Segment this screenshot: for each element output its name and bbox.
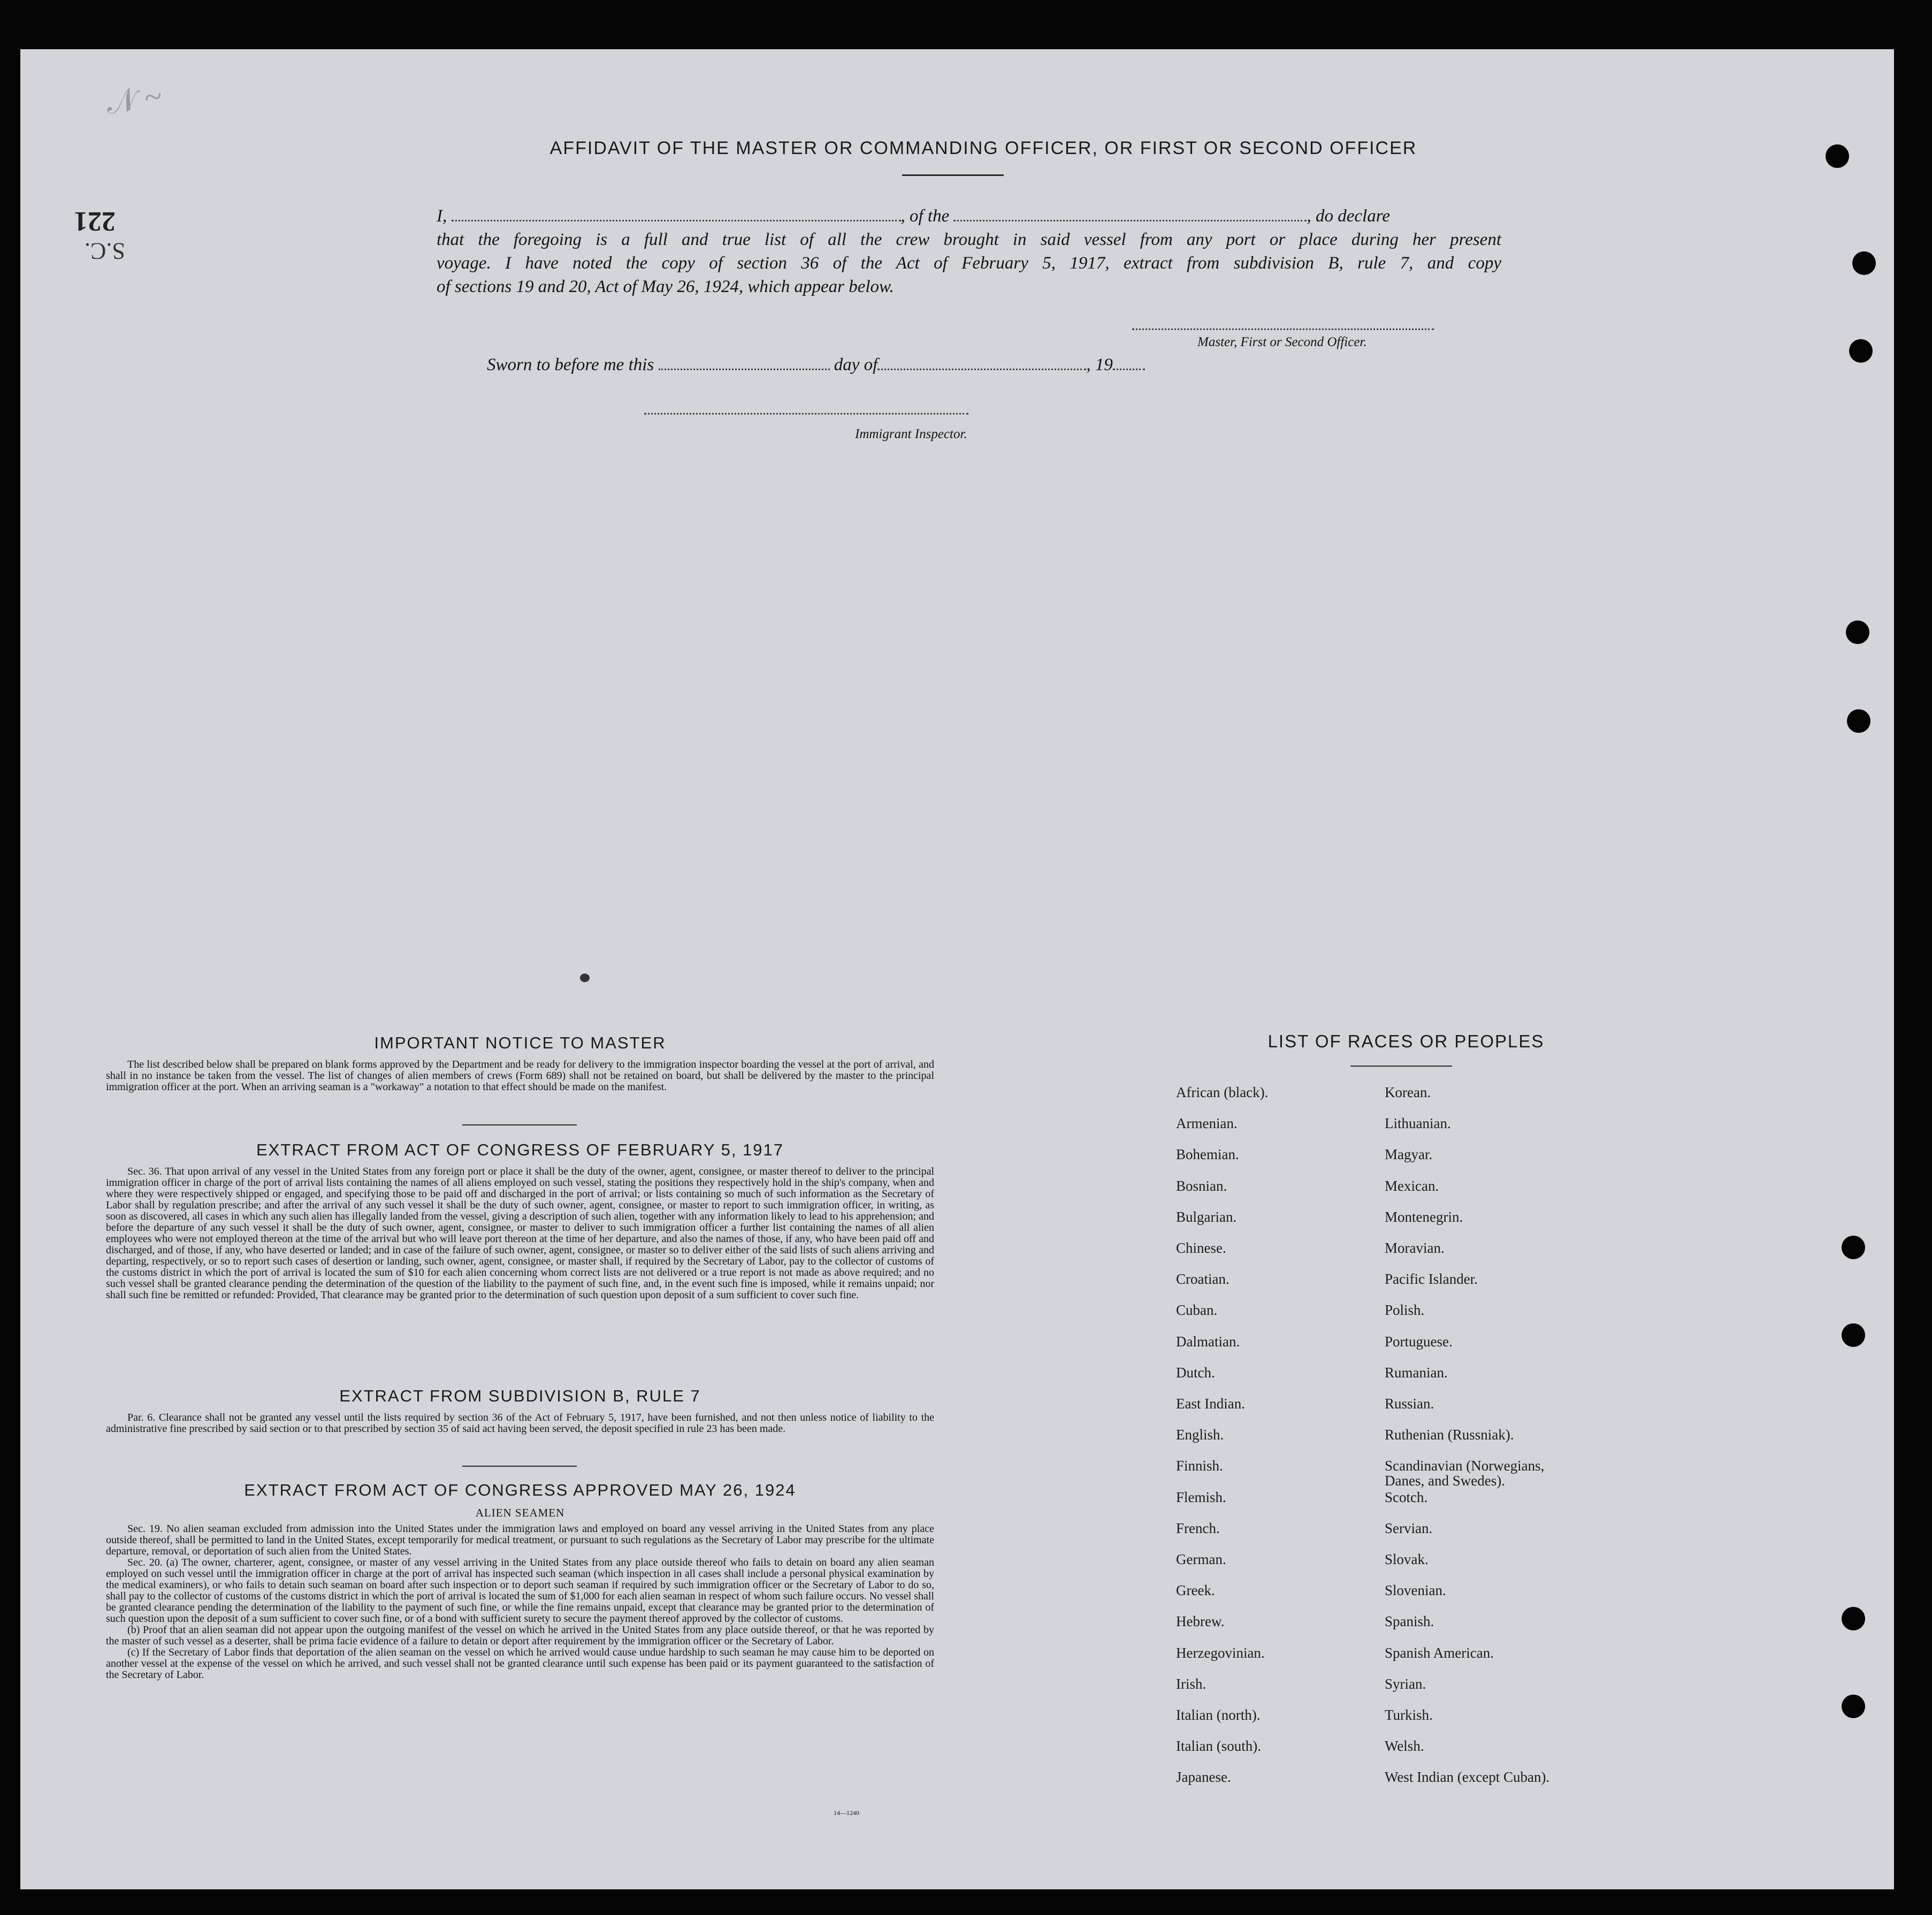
binder-hole [1847, 709, 1870, 733]
race-item: Italian (north). [1176, 1707, 1261, 1723]
sec-19-paragraph: Sec. 19. No alien seaman excluded from admission into the United States under the immigration laws and employed on board any vessel arriving in the United States from any place outside thereof, shall be permitted to land in the United States, except temporarily for medical treatment, or pursuant to such regulations as the Secretary of Labor may prescribe for the ultimate departure, removal, or deportation of such alien from the United States. [106, 1523, 934, 1557]
race-item: Spanish. [1385, 1613, 1434, 1630]
extract-1917-text [106, 1166, 934, 1301]
races-title: LIST OF RACES OR PEOPLES [1267, 1031, 1545, 1051]
extract-1917-title: EXTRACT FROM ACT OF CONGRESS OF FEBRUARY 5, 1917 [256, 1140, 784, 1159]
race-item: African (black). [1176, 1084, 1269, 1100]
binder-hole [1842, 1323, 1865, 1347]
race-item: Syrian. [1385, 1675, 1426, 1692]
race-item: Italian (south). [1176, 1738, 1261, 1755]
race-item: Irish. [1176, 1675, 1206, 1692]
race-item: Flemish. [1176, 1489, 1226, 1505]
affidavit-i-text: I, [437, 206, 447, 226]
section-divider [462, 1124, 577, 1125]
sworn-line [487, 355, 1145, 375]
extract-1924-subtitle: ALIEN SEAMEN [475, 1506, 565, 1519]
name-blank-line[interactable] [452, 208, 901, 221]
race-item: Ruthenian (Russniak). [1385, 1427, 1514, 1443]
race-item: Bosnian. [1176, 1177, 1227, 1194]
affidavit-text-line-2: that the foregoing is a full and true list of all the crew brought in said vessel from any port or place during her present [437, 230, 1501, 249]
race-item: Spanish American. [1385, 1644, 1494, 1661]
sworn-year-blank[interactable] [1113, 357, 1145, 370]
affidavit-text-line-4: of sections 19 and 20, Act of May 26, 1924, which appear below. [437, 277, 894, 296]
margin-mark-initials: S.C. [85, 238, 125, 264]
notice-text [106, 1059, 934, 1093]
binder-hole [1852, 251, 1876, 275]
sec-20c-paragraph: (c) If the Secretary of Labor finds that deportation of the alien seaman on the vessel on which he arrived would cause undue hardship to such seaman he may cause him to be deported on another vessel at the expense of the vessel on which he arrived, and such vessel shall not be granted clearance until such expense has been paid or its payment guaranteed to the satisfaction of the Secretary of Labor. [106, 1646, 934, 1681]
ink-spot [580, 974, 590, 982]
sworn-day-of-text: day of [834, 355, 878, 374]
extract-rule7-text [106, 1412, 934, 1435]
title-divider [902, 174, 1004, 176]
sworn-month-blank[interactable] [877, 357, 1086, 370]
affidavit-declaration-line [437, 204, 1501, 228]
race-item: Moravian. [1385, 1240, 1445, 1256]
race-item: Montenegrin. [1385, 1208, 1463, 1225]
sworn-year-text: , 19 [1086, 355, 1113, 374]
sec-20b-paragraph: (b) Proof that an alien seaman did not appear upon the outgoing manifest of the vessel on which he arrived in the United States from any place outside thereof, or that he was reported by the master of such vessel as a deserter, shall be prima facie evidence of a failure to detain or deport after requirement by the immigration officer or the Secretary of Labor. [106, 1624, 934, 1647]
race-item: Rumanian. [1385, 1364, 1448, 1381]
sec-20a-paragraph: Sec. 20. (a) The owner, charterer, agent, consignee, or master of any vessel arriving in the United States from any place outside thereof who fails to detain on board any alien seaman employed on such vessel until the immigration officer in charge at the port of arrival has inspected such seaman (which inspection in all cases shall include a personal physical examination by the medical examiners), or who fails to detain such seaman on board after such inspection or to deport such seaman if required by such immigration officer or the Secretary of Labor to do so, shall pay to the collector of customs of the customs district in which the port of arrival is located the sum of $1,000 for each alien seaman in respect of whom such failure occurs. No vessel shall be granted clearance pending the determination of the liability to the payment of such fine, or while the fine remains unpaid, except that clearance may be granted prior to the determination of such question upon the deposit of a sum sufficient to cover such fine, or of a bond with sufficient surety to secure the payment thereof approved by the collector of customs. [106, 1557, 934, 1625]
binder-hole [1842, 1607, 1865, 1630]
affidavit-declare-text: , do declare [1307, 206, 1390, 226]
inspector-caption: Immigrant Inspector. [855, 427, 967, 441]
document-page [20, 49, 1894, 1889]
extract-rule7-title: EXTRACT FROM SUBDIVISION B, RULE 7 [339, 1387, 701, 1405]
sworn-prefix-text: Sworn to before me this [487, 355, 654, 374]
race-item: Dalmatian. [1176, 1333, 1240, 1350]
extract-1924-title: EXTRACT FROM ACT OF CONGRESS APPROVED MAY 26, 1924 [244, 1481, 796, 1499]
form-number: 14—1240 [834, 1809, 859, 1817]
race-item: Herzegovinian. [1176, 1644, 1265, 1661]
signature-caption: Master, First or Second Officer. [1197, 335, 1367, 349]
binder-hole [1842, 1236, 1865, 1259]
extract-rule7-paragraph: Par. 6. Clearance shall not be granted any vessel until the lists required by section 36 of the Act of February 5, 1917, have been furnished, and not then unless notice of liability to the administrative fine prescribed by said section or to that prescribed by section 35 of said act having been served, the deposit specified in rule 23 has been made. [106, 1412, 934, 1435]
race-item: Slovenian. [1385, 1582, 1446, 1599]
race-item: Lithuanian. [1385, 1115, 1451, 1132]
race-item: Chinese. [1176, 1240, 1226, 1256]
binder-hole [1826, 144, 1849, 168]
race-item: Korean. [1385, 1084, 1431, 1100]
race-item: German. [1176, 1551, 1226, 1567]
extract-1924-text [106, 1523, 934, 1681]
race-item: Greek. [1176, 1582, 1215, 1599]
race-item: Turkish. [1385, 1707, 1433, 1723]
race-item: Bulgarian. [1176, 1208, 1237, 1225]
race-item: Dutch. [1176, 1364, 1215, 1381]
binder-hole [1842, 1695, 1865, 1718]
race-item: Croatian. [1176, 1271, 1230, 1288]
notice-title: IMPORTANT NOTICE TO MASTER [374, 1033, 666, 1052]
race-item: Scotch. [1385, 1489, 1428, 1505]
extract-1917-paragraph: Sec. 36. That upon arrival of any vessel in the United States from any foreign port or place it shall be the duty of the owner, agent, consignee, or master thereof to deliver to the principal immigration officer in charge of the port of arrival lists containing the names of all aliens employed on such vessel, stating the positions they respectively hold in the ship's company, when and where they were respectively shipped or engaged, and specifying those to be paid off and discharged in the port of arrival; or lists containing so much of such information as the Secretary of Labor shall by regulation prescribe; and after the arrival of any such vessel it shall be the duty of such owner, agent, consignee, or master to report to such immigration officer, in writing, as soon as discovered, all cases in which any such alien has illegally landed from the vessel, giving a description of such alien, together with any information likely to lead to his apprehension; and before the departure of any such vessel it shall be the duty of such owner, agent, consignee, or master to deliver to such immigration officer a further list containing the names of all alien employees who were not employed thereon at the time of the arrival but who will leave port thereon at the time of her departure, and also the names of those, if any, who have been paid off and discharged, and of those, if any, who have deserted or landed; and in case of the failure of such owner, agent, consignee, or master so to deliver either of the said lists of such aliens arriving and departing, respectively, or so to report such cases of desertion or landing, such owner, agent, consignee, or master shall, if required by the Secretary of Labor, pay to the collector of customs of the customs district in which the port of arrival is located the sum of $10 for each alien concerning whom correct lists are not delivered or a true report is not made as above required; and no such vessel shall be granted clearance pending the determination of the question of the liability to the payment of such fine, and, in the event such fine is imposed, while it remains unpaid; nor shall such fine be remitted or refunded: Provided, That clearance may be granted prior to the determination of such question upon deposit of a sum sufficient to cover such fine. [106, 1166, 934, 1301]
race-item: Portuguese. [1385, 1333, 1453, 1350]
handwritten-ghost-mark: 𝒩 ~ [103, 78, 164, 121]
race-item: Bohemian. [1176, 1146, 1239, 1163]
binder-hole [1846, 621, 1869, 644]
race-item: Slovak. [1385, 1551, 1429, 1567]
race-item: West Indian (except Cuban). [1385, 1769, 1550, 1786]
race-item: Scandinavian (Norwegians, Danes, and Swedes). [1385, 1458, 1545, 1489]
affidavit-text-line-3: voyage. I have noted the copy of section 36 of the Act of February 5, 1917, extract from subdivision B, rule 7, and copy [437, 254, 1501, 273]
affidavit-of-text: , of the [900, 206, 950, 226]
race-item: Japanese. [1176, 1769, 1231, 1786]
binder-hole [1849, 339, 1873, 363]
signature-line[interactable] [1132, 328, 1434, 330]
sworn-day-blank[interactable] [659, 357, 830, 370]
inspector-signature-line[interactable] [644, 413, 968, 415]
race-item: Armenian. [1176, 1115, 1238, 1132]
affidavit-title: AFFIDAVIT OF THE MASTER OR COMMANDING OFFICER, OR FIRST OR SECOND OFFICER [549, 138, 1417, 158]
race-item: Cuban. [1176, 1302, 1218, 1319]
race-item: Finnish. [1176, 1458, 1223, 1474]
race-item: Hebrew. [1176, 1613, 1225, 1630]
race-item: Servian. [1385, 1520, 1433, 1536]
race-item: Polish. [1385, 1302, 1425, 1319]
race-item: Mexican. [1385, 1177, 1439, 1194]
race-item: East Indian. [1176, 1396, 1245, 1412]
race-item: French. [1176, 1520, 1220, 1536]
vessel-blank-line[interactable] [953, 208, 1307, 221]
race-item: Russian. [1385, 1396, 1434, 1412]
races-title-divider [1350, 1066, 1452, 1067]
notice-paragraph: The list described below shall be prepared on blank forms approved by the Department and be ready for delivery to the immigration inspector boarding the vessel at the port of arrival, and shall in no instance be taken from the vessel. The list of changes of alien members of crews (Form 689) shall not be retained on board, but shall be delivered by the master to the principal immigration officer at the port. When an arriving seaman is a "workaway" a notation to that effect should be made on the manifest. [106, 1059, 934, 1093]
margin-mark-number: 221 [74, 206, 116, 236]
race-item: Magyar. [1385, 1146, 1433, 1163]
race-item: Welsh. [1385, 1738, 1424, 1755]
section-divider [462, 1466, 577, 1467]
race-item: Pacific Islander. [1385, 1271, 1478, 1288]
race-item: English. [1176, 1427, 1224, 1443]
